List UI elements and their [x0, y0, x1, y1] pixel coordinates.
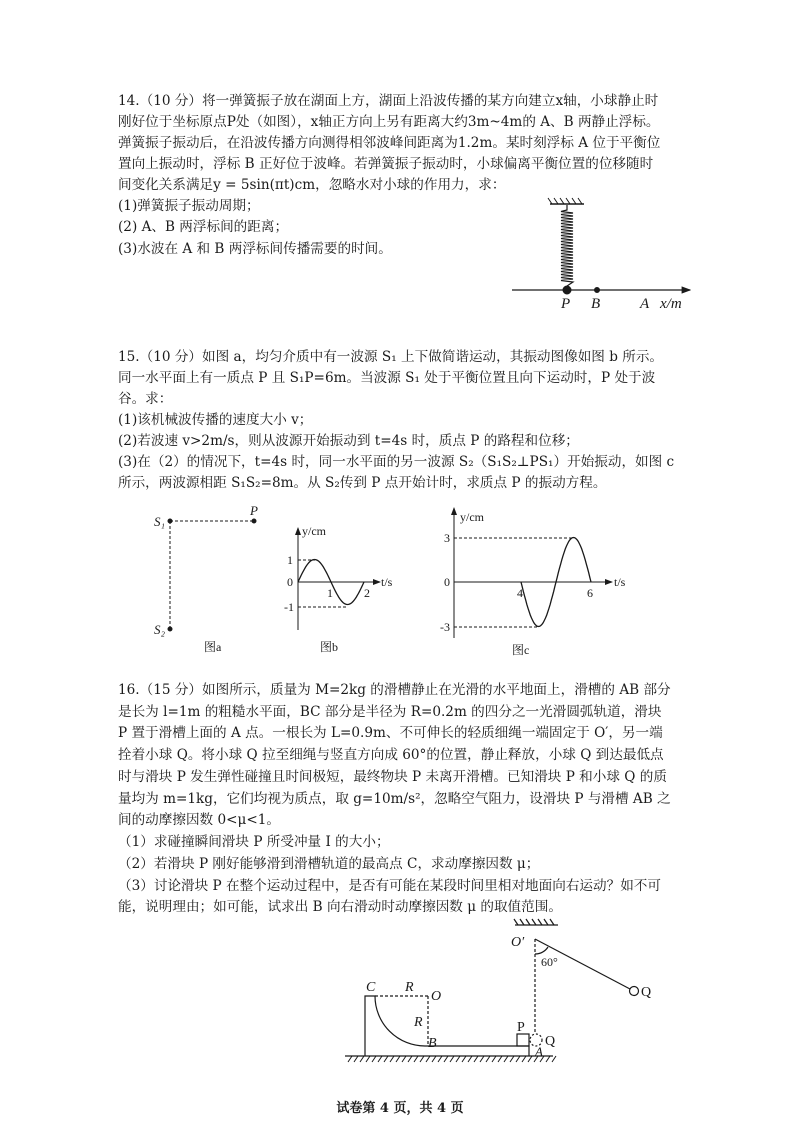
q16-line: 时与滑块 P 发生弹性碰撞且时间极短，最终物块 P 未离开滑槽。已知滑块 P 和小球 Q 的质 — [118, 769, 667, 785]
tick-origin: 0 — [287, 575, 293, 589]
label-r-top: R — [405, 980, 414, 995]
page-footer: 试卷第 4 页，共 4 页 — [336, 1101, 464, 1116]
q16-line: （2）若滑块 P 刚好能够滑到滑槽轨道的最高点 C，求动摩擦因数 μ； — [118, 856, 540, 872]
q15-line: 谷。求： — [118, 391, 173, 407]
label-s2: S₂ — [154, 622, 166, 637]
label-q-low: Q — [545, 1034, 556, 1049]
label-p: P — [517, 1020, 525, 1035]
q14-line: (1)弹簧振子振动周期； — [118, 198, 260, 214]
ball-p — [563, 286, 571, 294]
q14-line: (3)水波在 A 和 B 两浮标间传播需要的时间。 — [118, 241, 392, 257]
tick-y-1: 1 — [287, 553, 293, 567]
q14-line: 弹簧振子振动后，在沿波传播方向测得相邻波峰间距离为1.2m。某时刻浮标 A 位于平衡位 — [118, 135, 661, 151]
slot-body — [365, 996, 529, 1056]
q16-line: 间的动摩擦因数 0<μ<1。 — [118, 812, 280, 828]
q15-figure-b — [284, 524, 393, 654]
caption-b: 图b — [320, 640, 339, 654]
q14-line: 14.（10 分）将一弹簧振子放在湖面上方，湖面上沿波传播的某方向建立x轴，小球静止时 — [118, 93, 659, 109]
tick-y-3: 3 — [444, 531, 450, 545]
caption-c: 图c — [512, 643, 530, 657]
q15-line: 所示，两波源相距 S₁S₂=8m。从 S₂传到 P 点开始计时，求质点 P 的振动方程。 — [118, 475, 607, 491]
q15-line: (1)该机械波传播的速度大小 v； — [118, 412, 313, 428]
tick-t-2: 2 — [364, 586, 370, 600]
source-s1 — [168, 519, 172, 523]
q14-line: 间变化关系满足y = 5sin(πt)cm，忽略水对小球的作用力，求： — [118, 177, 506, 193]
angle-arc — [535, 947, 548, 954]
tick-t-1: 1 — [327, 586, 333, 600]
label-angle: 60° — [541, 955, 558, 969]
axis-label: x/m — [660, 296, 682, 312]
q15-line: 同一水平面上有一质点 P 且 S₁P=6m。当波源 S₁ 处于平衡位置且向下运动时，P 处于波 — [118, 370, 656, 386]
label-o: O — [431, 989, 442, 1004]
q16-line: 量均为 m=1kg，它们均视为质点，取 g=10m/s²，忽略空气阻力，设滑块 P 与滑槽 AB 之 — [118, 791, 671, 807]
label-p: P — [250, 503, 258, 518]
q15-line: 15.（10 分）如图 a，均匀介质中有一波源 S₁ 上下做简谐运动，其振动图像如图 b 所示。 — [118, 349, 664, 365]
label-s1: S₁ — [154, 514, 166, 529]
label-o-prime: O′ — [511, 935, 525, 950]
label-c: C — [366, 980, 376, 995]
tick-t-4: 4 — [517, 586, 523, 600]
q16-line: P 置于滑槽上面的 A 点。一根长为 L=0.9m、不可伸长的轻质细绳一端固定于 O′，另一端 — [118, 725, 663, 741]
tick-y-neg1: -1 — [284, 600, 294, 614]
t-label: t/s — [614, 575, 626, 589]
label-q-high: Q — [641, 985, 652, 1000]
tick-y-neg3: -3 — [440, 620, 450, 634]
spring — [561, 205, 573, 286]
ground-hatch — [348, 1056, 556, 1062]
label-p: P — [561, 296, 571, 312]
q16-line: 16.（15 分）如图所示，质量为 M=2kg 的滑槽静止在光滑的水平地面上，滑槽的 AB 部分 — [118, 682, 671, 698]
ball-q-raised — [630, 987, 639, 996]
label-b: B — [428, 1036, 437, 1051]
q14-line: 置向上振动时，浮标 B 正好位于波峰。若弹簧振子振动时，小球偏离平衡位置的位移随时 — [118, 156, 654, 172]
point-p — [252, 519, 256, 523]
tick-origin: 0 — [444, 575, 450, 589]
tick-t-6: 6 — [587, 586, 593, 600]
t-label: t/s — [381, 575, 393, 589]
q15-line: (3)在（2）的情况下，t=4s 时，同一水平面的另一波源 S₂（S₁S₂⊥PS₁）开始振动，如图 c — [118, 454, 675, 470]
buoy-b — [595, 288, 600, 293]
label-r-side: R — [414, 1015, 423, 1030]
q16-line: （3）讨论滑块 P 在整个运动过程中，是否有可能在某段时间里相对地面向右运动？如不可 — [118, 878, 661, 894]
q14-line: (2) A、B 两浮标间的距离； — [118, 219, 289, 235]
q16-figure — [345, 919, 651, 1062]
caption-a: 图a — [204, 640, 222, 654]
q14-spring-figure — [512, 198, 690, 312]
label-b: B — [591, 296, 601, 312]
q16-line: 拴着小球 Q。将小球 Q 拉至细绳与竖直方向成 60°的位置，静止释放，小球 Q 到达最低点 — [118, 747, 664, 763]
ceiling-hatch — [548, 198, 582, 204]
block-p — [517, 1034, 529, 1046]
q16-line: 能，说明理由；如可能，试求出 B 向右滑动时动摩擦因数 μ 的取值范围。 — [118, 899, 562, 915]
ceiling-hatch — [514, 919, 554, 925]
label-a: A — [535, 1044, 543, 1059]
q16-line: （1）求碰撞瞬间滑块 P 所受冲量 I 的大小； — [118, 834, 390, 850]
q15-line: (2)若波速 v>2m/s，则从波源开始振动到 t=4s 时，质点 P 的路程和位移； — [118, 433, 579, 449]
q16-line: 是长为 l=1m 的粗糙水平面，BC 部分是半径为 R=0.2m 的四分之一光滑圆弧轨道，滑块 — [118, 704, 662, 720]
label-a: A — [640, 296, 650, 312]
y-label: y/cm — [302, 524, 326, 538]
q15-figure-a — [154, 503, 258, 654]
y-label: y/cm — [460, 510, 484, 524]
source-s2 — [168, 627, 172, 631]
q14-line: 刚好位于坐标原点P处（如图），x轴正方向上另有距离大约3m~4m的 A、B 两静止浮标。 — [118, 114, 660, 130]
q15-figure-c — [440, 508, 626, 657]
